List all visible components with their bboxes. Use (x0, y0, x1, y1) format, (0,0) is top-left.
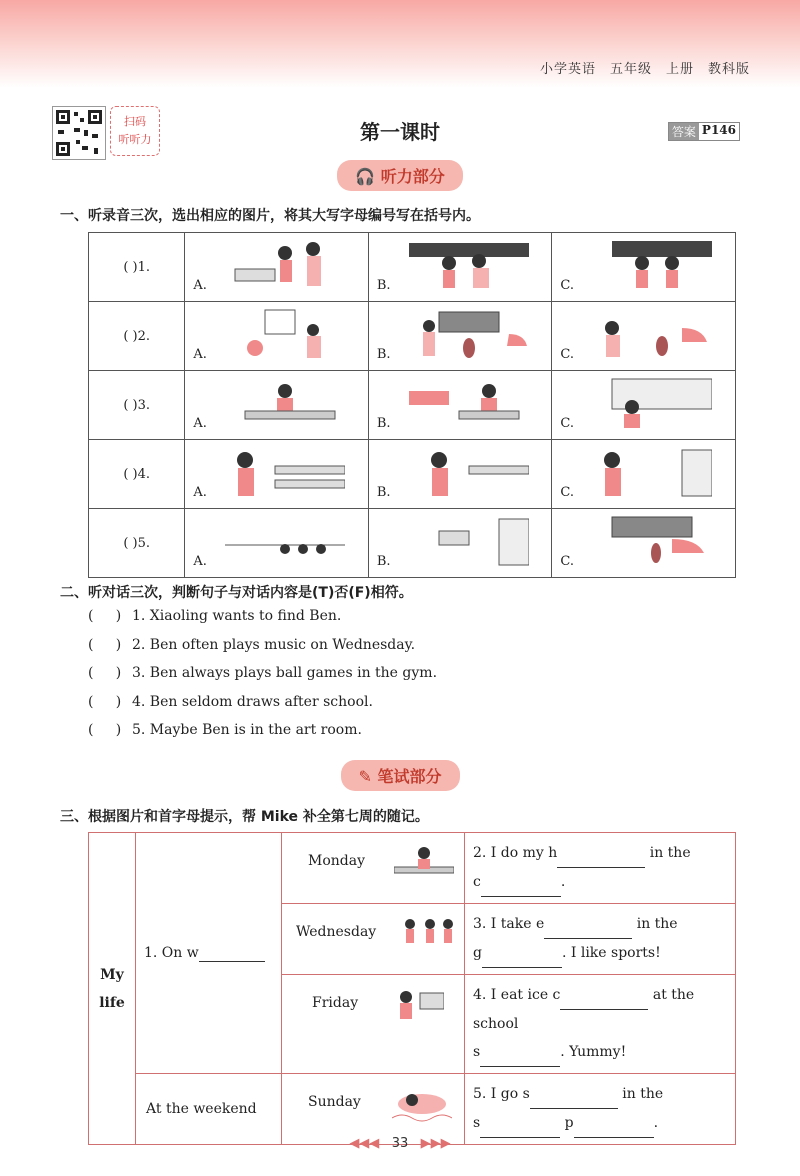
series-subject: 小学英语 (539, 62, 596, 77)
answer-paren[interactable]: ( )4. (89, 440, 185, 509)
listening-section-header (0, 160, 800, 191)
answer-page: P146 (701, 123, 736, 137)
q3-item4-text: s (473, 1044, 481, 1060)
answer-paren[interactable]: ( ) (88, 636, 122, 653)
q3-item5-text: 5. I go s (473, 1086, 530, 1102)
homework-picture (394, 843, 454, 883)
answer-paren[interactable]: ( ) (88, 722, 122, 738)
scene-image (592, 239, 712, 293)
option-c-picture[interactable] (552, 509, 736, 578)
q3-item2-text: in the (649, 845, 691, 861)
listening-section-label: 听力部分 (380, 167, 445, 186)
series-volume: 上册 (665, 62, 694, 77)
q3-item5-text: in the (622, 1086, 664, 1102)
question-3-title: 三、根据图片和首字母提示，帮 Mike 补全第七周的随记。 (60, 809, 429, 825)
q3-item5-text: p (564, 1115, 574, 1131)
statement-text: 2. Ben often plays music on Wednesday. (132, 636, 416, 653)
q3-item5-text: s (473, 1115, 481, 1131)
option-label: B. (376, 554, 391, 569)
q3-item2-text: . (560, 874, 566, 890)
table-row (89, 302, 736, 371)
option-c-picture[interactable] (552, 440, 736, 509)
answer-paren[interactable]: ( ) (88, 608, 122, 624)
headphones-icon: 🎧 (355, 167, 376, 186)
scene-image (225, 308, 345, 362)
next-arrows-icon: ▶▶▶ (420, 1136, 451, 1151)
blank-input[interactable] (199, 945, 265, 962)
answer-paren[interactable]: ( )2. (89, 302, 185, 371)
list-item (88, 637, 437, 666)
option-label: C. (560, 416, 575, 431)
statement-text: 5. Maybe Ben is in the art room. (132, 722, 362, 738)
pencil-icon: ✎ (358, 767, 372, 786)
scene-image (592, 515, 712, 569)
option-b-picture[interactable] (368, 233, 552, 302)
option-c-picture[interactable] (552, 233, 736, 302)
scene-image (592, 377, 712, 431)
option-b-picture[interactable] (368, 302, 552, 371)
q3-item4-text: 4. I eat ice c (473, 987, 561, 1003)
diary-table (88, 832, 736, 1145)
blank-input[interactable] (544, 910, 632, 939)
option-label: A. (193, 485, 207, 500)
table-row (89, 1074, 736, 1145)
scene-image (409, 308, 529, 362)
option-a-picture[interactable] (185, 302, 369, 371)
q3-item5-text: . (653, 1115, 659, 1131)
option-label: A. (193, 416, 207, 431)
option-label: C. (560, 278, 575, 293)
blank-input[interactable] (530, 1080, 618, 1109)
answer-cell (465, 833, 736, 904)
option-label: B. (376, 278, 391, 293)
day-cell (282, 975, 465, 1074)
scene-image (409, 446, 529, 500)
statement-text: 1. Xiaoling wants to find Ben. (132, 608, 342, 624)
page-footer (0, 1136, 800, 1151)
prev-arrows-icon: ◀◀◀ (349, 1136, 380, 1151)
answer-cell (465, 1074, 736, 1145)
q3-item3-text: in the (636, 916, 678, 932)
answer-paren[interactable]: ( )3. (89, 371, 185, 440)
answer-paren[interactable]: ( )1. (89, 233, 185, 302)
blank-input[interactable] (481, 868, 561, 897)
q3-item2-text: c (473, 874, 481, 890)
listening-picture-table (88, 232, 736, 578)
option-b-picture[interactable] (368, 509, 552, 578)
option-label: C. (560, 554, 575, 569)
question-2-title: 二、听对话三次，判断句子与对话内容是(T)否(F)相符。 (60, 585, 413, 601)
answer-cell (465, 975, 736, 1074)
series-label (526, 58, 750, 77)
list-item (88, 694, 437, 723)
option-a-picture[interactable] (185, 440, 369, 509)
option-a-picture[interactable] (185, 371, 369, 440)
blank-input[interactable] (480, 1109, 560, 1138)
q3-item3-text: 3. I take e (473, 916, 545, 932)
blank-input[interactable] (560, 981, 648, 1010)
ice-cream-picture (394, 985, 444, 1025)
option-label: B. (376, 485, 391, 500)
writing-section-header (0, 760, 800, 791)
list-item (88, 608, 437, 637)
page-number: 33 (391, 1136, 409, 1151)
day-cell (282, 1074, 465, 1145)
day-cell (282, 833, 465, 904)
option-label: C. (560, 347, 575, 362)
day-cell (282, 904, 465, 975)
scene-image (409, 239, 529, 293)
option-c-picture[interactable] (552, 302, 736, 371)
series-grade: 五年级 (609, 62, 652, 77)
option-b-picture[interactable] (368, 371, 552, 440)
blank-input[interactable] (574, 1109, 654, 1138)
option-label: A. (193, 554, 207, 569)
scan-label-line1: 扫码 (124, 115, 146, 128)
option-b-picture[interactable] (368, 440, 552, 509)
q3-item4-text: at the school (473, 987, 695, 1032)
answer-paren[interactable]: ( )5. (89, 509, 185, 578)
page-title: 第一课时 (360, 120, 440, 144)
table-row (89, 233, 736, 302)
series-edition: 教科版 (707, 62, 750, 77)
option-label: A. (193, 347, 207, 362)
blank-input[interactable] (557, 839, 645, 868)
scene-image (592, 446, 712, 500)
option-label: B. (376, 347, 391, 362)
weekday-cell (136, 833, 282, 1074)
option-label: C. (560, 485, 575, 500)
scene-image (225, 446, 345, 500)
statement-text: 4. Ben seldom draws after school. (132, 693, 373, 710)
q3-item3-text: . I like sports! (561, 945, 661, 961)
my-life-label: My life (89, 833, 136, 1145)
answer-label: 答案 (669, 123, 699, 140)
scene-image (225, 377, 345, 431)
table-row (89, 371, 736, 440)
blank-input[interactable] (482, 939, 562, 968)
q3-item3-text: g (473, 945, 482, 961)
table-row (89, 440, 736, 509)
answer-cell (465, 904, 736, 975)
scene-image (225, 515, 345, 569)
table-row (89, 833, 736, 904)
blank-input[interactable] (480, 1038, 560, 1067)
list-item (88, 665, 437, 694)
scene-image (409, 515, 529, 569)
list-item (88, 722, 437, 751)
option-a-picture[interactable] (185, 233, 369, 302)
q3-item4-text: . Yummy! (560, 1044, 627, 1060)
answer-reference (668, 122, 740, 141)
writing-section-label: 笔试部分 (377, 767, 442, 786)
scene-image (409, 377, 529, 431)
scene-image (592, 308, 712, 362)
option-label: A. (193, 278, 207, 293)
swimming-picture (392, 1084, 452, 1124)
option-label: B. (376, 416, 391, 431)
day-label: Sunday (308, 1094, 361, 1110)
statement-text: 3. Ben always plays ball games in the gym. (132, 665, 438, 681)
day-label: Friday (312, 995, 359, 1011)
scene-image (225, 239, 345, 293)
option-a-picture[interactable] (185, 509, 369, 578)
weekend-cell: At the weekend (136, 1074, 282, 1145)
q3-item2-text: 2. I do my h (473, 845, 558, 861)
table-row (89, 509, 736, 578)
answer-paren[interactable]: ( ) (88, 693, 122, 710)
scan-label-line2: 听听力 (118, 133, 152, 146)
answer-paren[interactable]: ( ) (88, 665, 122, 681)
option-c-picture[interactable] (552, 371, 736, 440)
day-label: Monday (308, 853, 365, 869)
true-false-list (88, 608, 437, 751)
question-1-title: 一、听录音三次，选出相应的图片，将其大写字母编号写在括号内。 (60, 208, 480, 224)
q3-item1-text: 1. On w (144, 944, 199, 961)
day-label: Wednesday (296, 924, 377, 940)
sports-picture (396, 914, 456, 954)
